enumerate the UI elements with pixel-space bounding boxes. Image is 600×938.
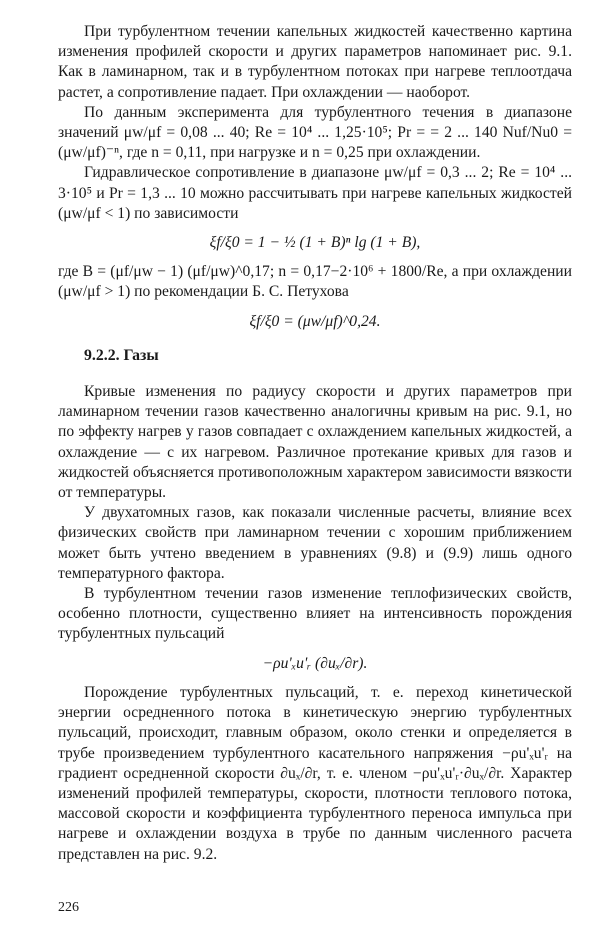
paragraph-4: где B = (μf/μw − 1) (μf/μw)^0,17; n = 0,17−2·10⁶ + 1800/Re, а при охлаждении (μw/μf > 1) по рекомендации Б. С. Петухова — [58, 263, 572, 301]
page-body — [58, 22, 572, 865]
page-number: 226 — [58, 900, 79, 915]
paragraph-1: При турбулентном течении капельных жидкостей качественно картина изменения профилей скорости и других параметров напоминает рис. 9.1. Как в ламинарном, так и в турбулентном потоках при нагреве теплоотдача растет, а сопротивление падает. При охлаждении — наоборот. — [58, 23, 572, 101]
paragraph-3: Гидравлическое сопротивление в диапазоне μw/μf = 0,3 ... 2; Re = 10⁴ ... 3·10⁵ и Pr = 1,3 ... 10 можно рассчитывать при нагреве капельных жидкостей (μw/μf < 1) по зависимости — [58, 164, 572, 222]
formula-friction-heating: ξf/ξ0 = 1 − ½ (1 + B)ⁿ lg (1 + B), — [209, 234, 421, 252]
paragraph-7: В турбулентном течении газов изменение теплофизических свойств, особенно плотности, существенно влияет на интенсивность порождения турбулентных пульсаций — [58, 585, 572, 643]
formula-friction-cooling: ξf/ξ0 = (μw/μf)^0,24. — [249, 312, 381, 330]
paragraph-8: Порождение турбулентных пульсаций, т. е. переход кинетической энергии осредненного потока в кинетическую энергию турбулентных пульсаций, происходит, главным образом, около стенки и определяется в трубе произведением турбулентного касательного напряжения −ρu'ₓu'ᵣ на градиент осредненной скорости ∂uₓ/∂r, т. е. членом −ρu'ₓu'ᵣ·∂uₓ/∂r. Характер изменений профилей температуры, скорости, плотности теплового потока, массовой скорости и коэффициента турбулентного переноса импульса при нагреве и охлаждении воздуха в трубе по данным численного расчета представлен на рис. 9.2. — [58, 683, 572, 863]
section-heading: 9.2.2. Газы — [84, 346, 159, 364]
paragraph-6: У двухатомных газов, как показали численные расчеты, влияние всех физических свойств при ламинарном течении с хорошим приближением может быть учтено введением в уравнениях (9.8) и (9.9) лишь одного температурного фактора. — [58, 504, 572, 582]
paragraph-2: По данным эксперимента для турбулентного течения в диапазоне значений μw/μf = 0,08 ... 40; Re = 10⁴ ... 1,25·10⁵; Pr = = 2 ... 140 Nuf/Nu0 = (μw/μf)⁻ⁿ, где n = 0,11, при нагрузке и n = 0,25 при охлаждении. — [58, 103, 572, 162]
paragraph-5: Кривые изменения по радиусу скорости и других параметров при ламинарном течении газов качественно аналогичны кривым на рис. 9.1, но по эффекту нагрев у газов совпадает с охлаждением капельных жидкостей, а охлаждение — с их нагревом. Различное протекание кривых для газов и жидкостей объясняется противоположным характером зависимости вязкости от температуры. — [58, 383, 572, 502]
formula-turbulence-production: −ρu'ₓu'ᵣ (∂uₓ/∂r). — [262, 654, 368, 672]
